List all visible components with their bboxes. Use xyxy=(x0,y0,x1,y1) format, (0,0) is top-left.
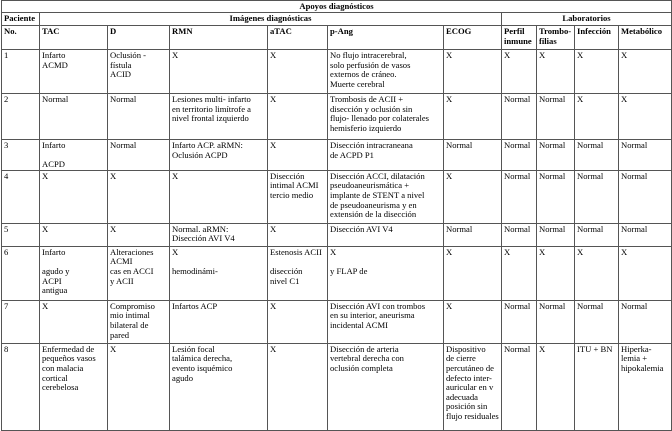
column-header: ECOG xyxy=(444,26,502,50)
table-cell: X xyxy=(619,50,672,94)
table-cell: Oclusión - fístula ACID xyxy=(108,50,170,94)
table-cell: X xyxy=(444,300,502,343)
table-row xyxy=(2,343,672,430)
table-cell: Normal xyxy=(40,94,108,140)
table-cell: X xyxy=(268,50,328,94)
table-cell: Lesiones multi- infarto en territorio limítrofe a nivel frontal izquierdo xyxy=(170,94,268,140)
table-cell: Normal xyxy=(575,223,619,246)
table-cell: X xyxy=(170,50,268,94)
column-header: Perfil inmune xyxy=(502,26,537,50)
table-cell: Normal xyxy=(537,170,575,223)
table-cell: 6 xyxy=(2,246,40,300)
table-row xyxy=(2,170,672,223)
table-cell: 3 xyxy=(2,140,40,171)
table-cell: X xyxy=(619,246,672,300)
table-cell: Normal xyxy=(502,140,537,171)
column-header: No. xyxy=(2,26,40,50)
table-cell: 8 xyxy=(2,343,40,430)
table-cell: Alteraciones ACMI cas en ACCI y ACII xyxy=(108,246,170,300)
table-cell: Infarto agudo y ACPI antigua xyxy=(40,246,108,300)
table-row xyxy=(2,300,672,343)
table-cell: Normal xyxy=(537,223,575,246)
table-cell: Lesión focal talámica derecha, evento isquémico agudo xyxy=(170,343,268,430)
table-row xyxy=(2,50,672,94)
table-cell: X xyxy=(619,94,672,140)
table-cell: Disección de arteria vertebral derecha con oclusión completa xyxy=(328,343,444,430)
table-cell: X xyxy=(108,223,170,246)
column-header: Infección xyxy=(575,26,619,50)
table-title: Apoyos diagnósticos xyxy=(2,1,672,13)
column-header: TAC xyxy=(40,26,108,50)
table-cell: X xyxy=(40,300,108,343)
table-cell: X xyxy=(537,343,575,430)
table-cell: Normal xyxy=(502,300,537,343)
table-cell: X xyxy=(268,140,328,171)
table-cell: Normal xyxy=(444,140,502,171)
table-cell: Estenosis ACII disección nivel C1 xyxy=(268,246,328,300)
table-row xyxy=(2,223,672,246)
table-cell: Normal xyxy=(444,223,502,246)
table-cell: Disección AVI V4 xyxy=(328,223,444,246)
table-cell: 1 xyxy=(2,50,40,94)
table-row xyxy=(2,246,672,300)
table-cell: Normal xyxy=(502,343,537,430)
table-cell: X xyxy=(502,50,537,94)
table-cell: X xyxy=(108,343,170,430)
table-cell: Disección AVI con trombos en su interior, aneurisma incidental ACMI xyxy=(328,300,444,343)
table-cell: Normal xyxy=(502,94,537,140)
group-header-paciente: Paciente xyxy=(2,13,40,26)
table-cell: X xyxy=(575,246,619,300)
table-cell: 5 xyxy=(2,223,40,246)
table-cell: Trombosis de ACII + disección y oclusión sin flujo- llenado por colaterales hemisferio izquierdo xyxy=(328,94,444,140)
table-cell: X y FLAP de xyxy=(328,246,444,300)
table-cell: X xyxy=(444,246,502,300)
table-cell: 7 xyxy=(2,300,40,343)
table-row xyxy=(2,140,672,171)
table-cell: X xyxy=(170,170,268,223)
table-cell: Normal xyxy=(575,140,619,171)
column-header: D xyxy=(108,26,170,50)
table-cell: X xyxy=(444,170,502,223)
column-header-row xyxy=(2,26,672,50)
table-cell: X xyxy=(268,223,328,246)
table-cell: Infarto ACMD xyxy=(40,50,108,94)
table-cell: 4 xyxy=(2,170,40,223)
column-header: RMN xyxy=(170,26,268,50)
table-cell: X xyxy=(575,94,619,140)
table-cell: Normal xyxy=(502,223,537,246)
table-cell: Compromiso mio intimal bilateral de pared xyxy=(108,300,170,343)
table-cell: Enfermedad de pequeños vasos con malacia cortical cerebelosa xyxy=(40,343,108,430)
table-cell: Disección intracraneana de ACPD P1 xyxy=(328,140,444,171)
table-cell: X hemodinámi- xyxy=(170,246,268,300)
table-cell: Infarto ACPD xyxy=(40,140,108,171)
table-cell: Normal xyxy=(108,94,170,140)
table-cell: No flujo intracerebral, solo perfusión de vasos externos de cráneo. Muerte cerebral xyxy=(328,50,444,94)
column-header: Trombo- filias xyxy=(537,26,575,50)
table-row xyxy=(2,94,672,140)
table-cell: Disección ACCI, dilatación pseudoaneurismática + implante de STENT a nivel de pseudoaneurisma y en extensión de la disección xyxy=(328,170,444,223)
table-cell: X xyxy=(502,246,537,300)
table-cell: Normal xyxy=(537,94,575,140)
table-cell: Normal xyxy=(537,300,575,343)
column-header: p-Ang xyxy=(328,26,444,50)
table-cell: Dispositivo de cierre percutáneo de defecto inter- auricular en v adecuada posición sin flujo residuales xyxy=(444,343,502,430)
table-cell: ITU + BN xyxy=(575,343,619,430)
diagnostic-support-table xyxy=(1,0,672,431)
table-cell: Normal. aRMN: Disección AVI V4 xyxy=(170,223,268,246)
table-cell: X xyxy=(40,170,108,223)
table-cell: Normal xyxy=(619,300,672,343)
table-cell: X xyxy=(537,246,575,300)
table-cell: Normal xyxy=(502,170,537,223)
table-cell: Normal xyxy=(619,223,672,246)
table-cell: X xyxy=(268,94,328,140)
table-cell: Normal xyxy=(619,170,672,223)
table-cell: Normal xyxy=(575,170,619,223)
table-cell: Normal xyxy=(619,140,672,171)
group-header-imagenes: Imágenes diagnósticas xyxy=(40,13,502,26)
table-cell: Infartos ACP xyxy=(170,300,268,343)
table-cell: Disección intimal ACMI tercio medio xyxy=(268,170,328,223)
table-cell: X xyxy=(108,170,170,223)
table-cell: X xyxy=(268,343,328,430)
table-cell: X xyxy=(268,300,328,343)
table-cell: X xyxy=(444,50,502,94)
column-header: aTAC xyxy=(268,26,328,50)
table-cell: Normal xyxy=(108,140,170,171)
table-body xyxy=(2,50,672,431)
table-cell: X xyxy=(444,94,502,140)
table-cell: X xyxy=(40,223,108,246)
table-cell: X xyxy=(537,50,575,94)
table-cell: Hiperka- lemia + hipokalemia xyxy=(619,343,672,430)
table-cell: Normal xyxy=(575,300,619,343)
table-cell: Infarto ACP. aRMN: Oclusión ACPD xyxy=(170,140,268,171)
table-cell: Normal xyxy=(537,140,575,171)
table-cell: X xyxy=(575,50,619,94)
table-cell: 2 xyxy=(2,94,40,140)
group-header-laboratorios: Laboratorios xyxy=(502,13,672,26)
column-header: Metabólico xyxy=(619,26,672,50)
